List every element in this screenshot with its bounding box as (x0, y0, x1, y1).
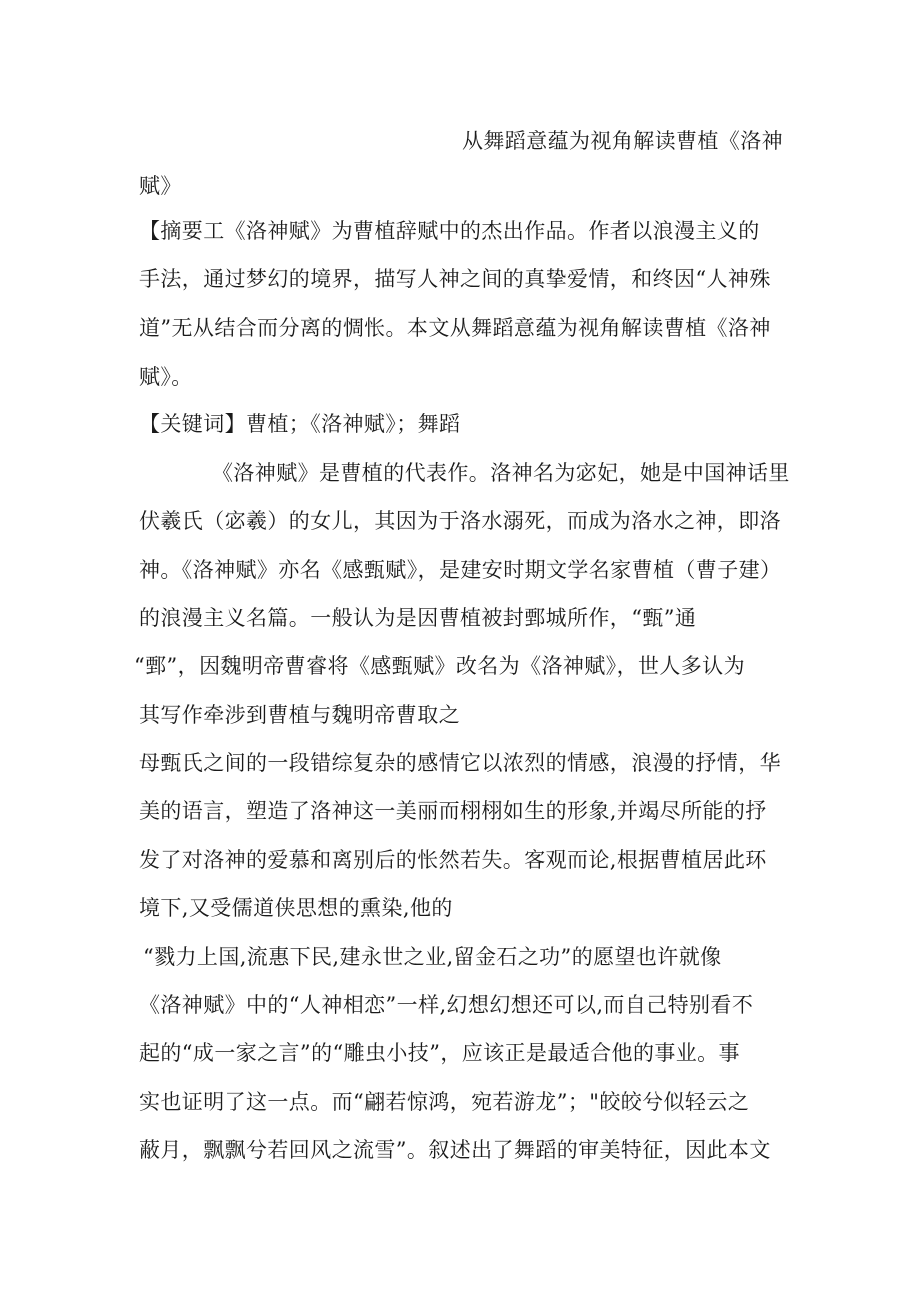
body-line-9: 发了对洛神的爱慕和离别后的怅然若失。客观而论,根据曹植居此环 (139, 848, 767, 872)
body-line-4: 的浪漫主义名篇。一般认为是因曹植被封鄄城所作，“甄”通 (139, 606, 697, 630)
body-line-15: 蔽月，飘飘兮若回风之流雪”。叙述出了舞蹈的审美特征，因此本文 (139, 1138, 771, 1162)
keywords-line: 【关键词】曹植；《洛神赋》；舞蹈 (139, 412, 461, 436)
abstract-line-2: 手法，通过梦幻的境界，描写人神之间的真挚爱情，和终因“人神殊 (139, 267, 771, 291)
abstract-line-3: 道”无从结合而分离的惆怅。本文从舞蹈意蕴为视角解读曹植《洛神 (139, 316, 771, 340)
body-line-11: “戮力上国,流惠下民,建永世之业,留金石之功”的愿望也许就像 (143, 945, 722, 969)
body-line-6: 其写作牵涉到曹植与魏明帝曹取之 (139, 703, 460, 727)
body-line-13: 起的“成一家之言”的“雕虫小技”，应该正是最适合他的事业。事 (139, 1041, 740, 1065)
abstract-line-4: 赋》。 (139, 365, 193, 389)
body-line-8: 美的语言，塑造了洛神这一美丽而栩栩如生的形象,并竭尽所能的抒 (139, 799, 767, 823)
abstract-line-1: 【摘要工《洛神赋》为曹植辞赋中的杰出作品。作者以浪漫主义的 (139, 219, 760, 243)
title-line-2: 赋》 (139, 174, 182, 198)
body-line-5: “鄄”，因魏明帝曹睿将《感甄赋》改名为《洛神赋》，世人多认为 (134, 654, 745, 678)
body-line-10: 境下,又受儒道侠思想的熏染,他的 (139, 896, 453, 920)
title-line-1: 从舞蹈意蕴为视角解读曹植《洛神 (462, 129, 783, 153)
body-line-14: 实也证明了这一点。而“翩若惊鸿，宛若游龙”；"皎皎兮似轻云之 (139, 1090, 750, 1114)
body-line-2: 伏羲氏（宓羲）的女儿，其因为于洛水溺死，而成为洛水之神，即洛 (139, 509, 781, 533)
body-line-12: 《洛神赋》中的“人神相恋”一样,幻想幻想还可以,而自己特别看不 (139, 993, 754, 1017)
body-line-3: 神。《洛神赋》亦名《感甄赋》，是建安时期文学名家曹植（曹子建） (139, 558, 782, 582)
body-line-7: 母甄氏之间的一段错综复杂的感情它以浓烈的情感，浪漫的抒情，华 (139, 751, 781, 775)
body-line-1: 《洛神赋》是曹植的代表作。洛神名为宓妃，她是中国神话里 (212, 461, 790, 485)
